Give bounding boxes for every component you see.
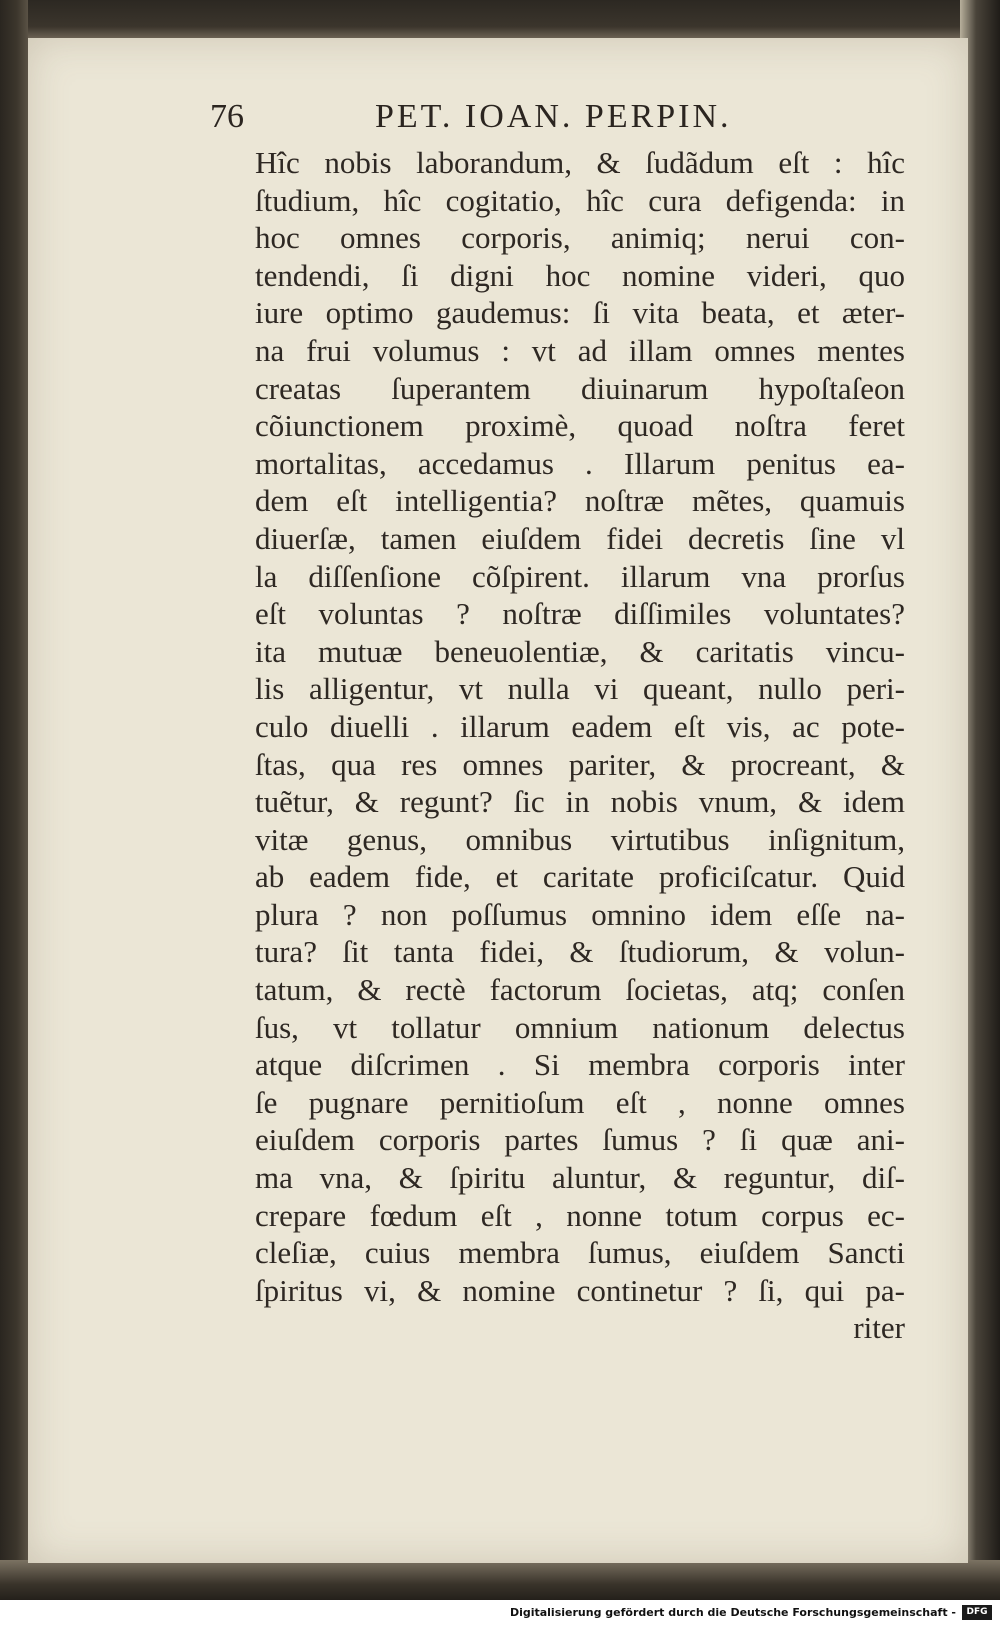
text-line: eiuſdem corporis partes ſumus ? ſi quæ ani- xyxy=(255,1122,905,1158)
body-text xyxy=(255,144,905,1347)
text-line: mortalitas, accedamus . Illarum penitus ea- xyxy=(255,445,905,481)
text-line: ſtudium, hîc cogitatio, hîc cura defigenda: in xyxy=(255,182,905,218)
scan-border-left xyxy=(0,0,28,1600)
dfg-logo: DFG xyxy=(962,1605,992,1620)
text-line: ita mutuæ beneuolentiæ, & caritatis vincu- xyxy=(255,633,905,669)
text-line: cleſiæ, cuius membra ſumus, eiuſdem Sancti xyxy=(255,1235,905,1271)
scan-border-bottom xyxy=(0,1560,1000,1600)
funding-credit: Digitalisierung gefördert durch die Deutsche Forschungsgemeinschaft - xyxy=(509,1606,956,1619)
footer-bar xyxy=(0,1600,1000,1626)
text-line: ma vna, & ſpiritu aluntur, & reguntur, diſ- xyxy=(255,1160,905,1196)
text-line: crepare fœdum eſt , nonne totum corpus ec- xyxy=(255,1197,905,1233)
text-line: ſe pugnare pernitioſum eſt , nonne omnes xyxy=(255,1084,905,1120)
text-line: ab eadem fide, et caritate proficiſcatur. Quid xyxy=(255,859,905,895)
text-line: atque diſcrimen . Si membra corporis inter xyxy=(255,1047,905,1083)
text-line: tatum, & rectè factorum ſocietas, atq; conſen xyxy=(255,972,905,1008)
catchword: riter xyxy=(853,1310,905,1346)
text-line: lis alligentur, vt nulla vi queant, nullo peri- xyxy=(255,671,905,707)
text-line: vitæ genus, omnibus virtutibus inſignitum, xyxy=(255,821,905,857)
text-line: hoc omnes corporis, animiq; nerui con- xyxy=(255,220,905,256)
text-line: iure optimo gaudemus: ſi vita beata, et æter- xyxy=(255,295,905,331)
text-line: culo diuelli . illarum eadem eſt vis, ac pote- xyxy=(255,708,905,744)
text-line: na frui volumus : vt ad illam omnes mentes xyxy=(255,332,905,368)
text-line: diuerſæ, tamen eiuſdem fidei decretis ſine vl xyxy=(255,520,905,556)
text-line: ſpiritus vi, & nomine continetur ? ſi, qui pa- xyxy=(255,1272,905,1308)
running-head: PET. IOAN. PERPIN. xyxy=(375,98,732,135)
text-line: tendendi, ſi digni hoc nomine videri, quo xyxy=(255,257,905,293)
text-line: eſt voluntas ? noſtræ diſſimiles voluntates? xyxy=(255,596,905,632)
text-line: Hîc nobis laborandum, & ſudãdum eſt : hîc xyxy=(255,145,905,180)
text-line: tura? ſit tanta fidei, & ſtudiorum, & volun- xyxy=(255,934,905,970)
text-line: la diſſenſione cõſpirent. illarum vna prorſus xyxy=(255,558,905,594)
text-line: tuẽtur, & regunt? ſic in nobis vnum, & idem xyxy=(255,784,905,820)
text-line: creatas ſuperantem diuinarum hypoſtaſeon xyxy=(255,370,905,406)
text-line: ſus, vt tollatur omnium nationum delectus xyxy=(255,1009,905,1045)
text-line: ſtas, qua res omnes pariter, & procreant, & xyxy=(255,746,905,782)
page-number: 76 xyxy=(210,98,244,135)
text-line: dem eſt intelligentia? noſtræ mẽtes, quamuis xyxy=(255,483,905,519)
scan-border-top xyxy=(0,0,1000,38)
text-line: plura ? non poſſumus omnino idem eſſe na- xyxy=(255,896,905,932)
text-line: cõiunctionem proximè, quoad noſtra feret xyxy=(255,408,905,444)
